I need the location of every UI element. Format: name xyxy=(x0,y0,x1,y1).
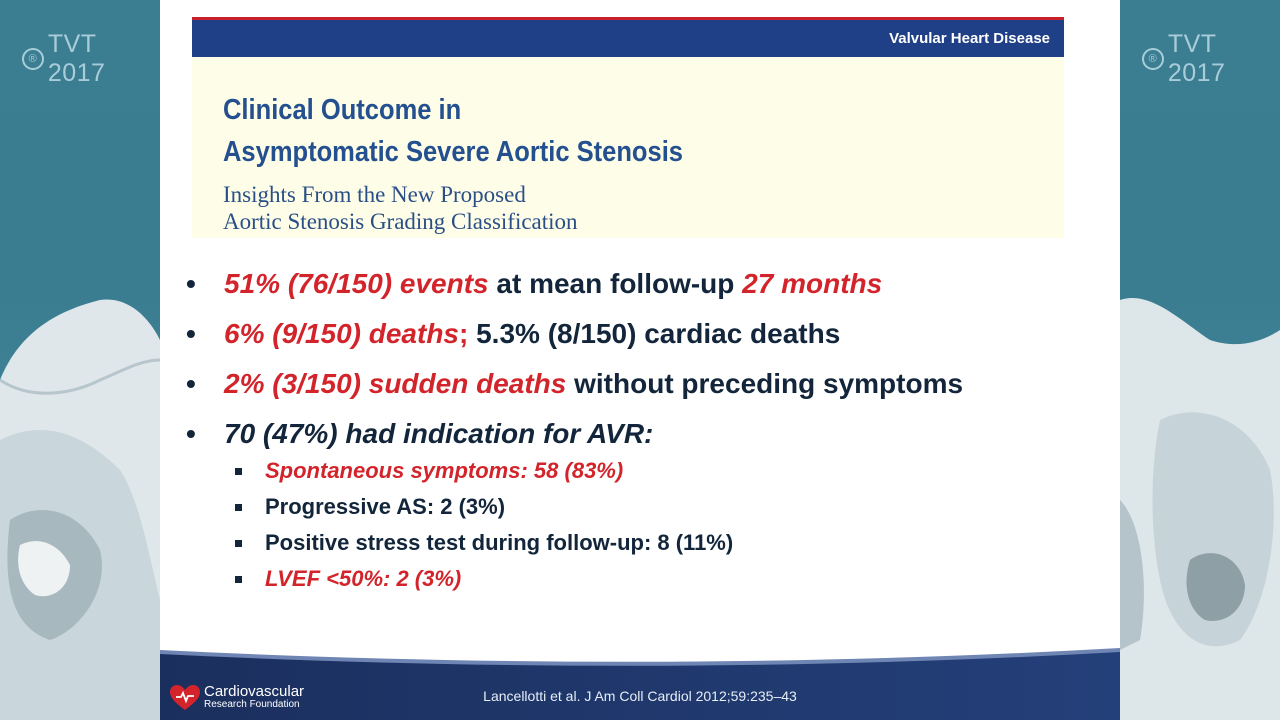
registered-icon: ® xyxy=(1142,48,1164,70)
bullet-item: • 70 (47%) had indication for AVR: xyxy=(186,412,963,462)
right-side-panel xyxy=(1120,0,1280,720)
bullet-item: • 51% (76/150) events at mean follow-up 27 months xyxy=(186,262,963,312)
journal-section: Valvular Heart Disease xyxy=(889,30,1050,47)
bullet-list xyxy=(186,262,963,462)
sub-bullet-item: Progressive AS: 2 (3%) xyxy=(235,489,733,525)
org-name-line2: Research Foundation xyxy=(204,699,300,710)
bullet-dot-icon: • xyxy=(186,268,196,299)
journal-title-line1: Clinical Outcome in xyxy=(223,94,462,126)
journal-subtitle-line1: Insights From the New Proposed xyxy=(223,182,526,207)
conference-mark-left xyxy=(22,30,160,88)
slide xyxy=(160,0,1120,720)
left-side-panel xyxy=(0,0,160,720)
journal-title-line2: Asymptomatic Severe Aortic Stenosis xyxy=(223,136,684,168)
journal-subtitle-line2: Aortic Stenosis Grading Classification xyxy=(223,209,578,234)
sub-bullet-list xyxy=(235,453,733,597)
journal-subtitle xyxy=(223,181,578,235)
registered-icon: ® xyxy=(22,48,44,70)
bullet-item: • 2% (3/150) sudden deaths without preceding symptoms xyxy=(186,362,963,412)
org-name-line1: Cardiovascular xyxy=(204,683,305,700)
journal-title xyxy=(223,89,683,173)
square-bullet-icon xyxy=(235,540,242,547)
citation: Lancellotti et al. J Am Coll Cardiol 2012;59:235–43 xyxy=(483,688,797,704)
bullet-dot-icon: • xyxy=(186,318,196,349)
square-bullet-icon xyxy=(235,504,242,511)
bullet-dot-icon: • xyxy=(186,368,196,399)
journal-header-image xyxy=(192,17,1064,238)
sub-bullet-item: LVEF <50%: 2 (3%) xyxy=(235,561,733,597)
valve-image-left xyxy=(0,0,160,720)
conference-label: TVT 2017 xyxy=(47,30,106,87)
square-bullet-icon xyxy=(235,576,242,583)
sub-bullet-item: Spontaneous symptoms: 58 (83%) xyxy=(235,453,733,489)
bullet-item: • 6% (9/150) deaths; 5.3% (8/150) cardiac deaths xyxy=(186,312,963,362)
conference-mark-right xyxy=(1142,30,1280,88)
bullet-dot-icon: • xyxy=(186,418,196,449)
conference-label: TVT 2017 xyxy=(1167,30,1226,87)
valve-image-right xyxy=(1120,0,1280,720)
sub-bullet-item: Positive stress test during follow-up: 8 (11%) xyxy=(235,525,733,561)
journal-section-bar xyxy=(192,17,1064,57)
square-bullet-icon xyxy=(235,468,242,475)
